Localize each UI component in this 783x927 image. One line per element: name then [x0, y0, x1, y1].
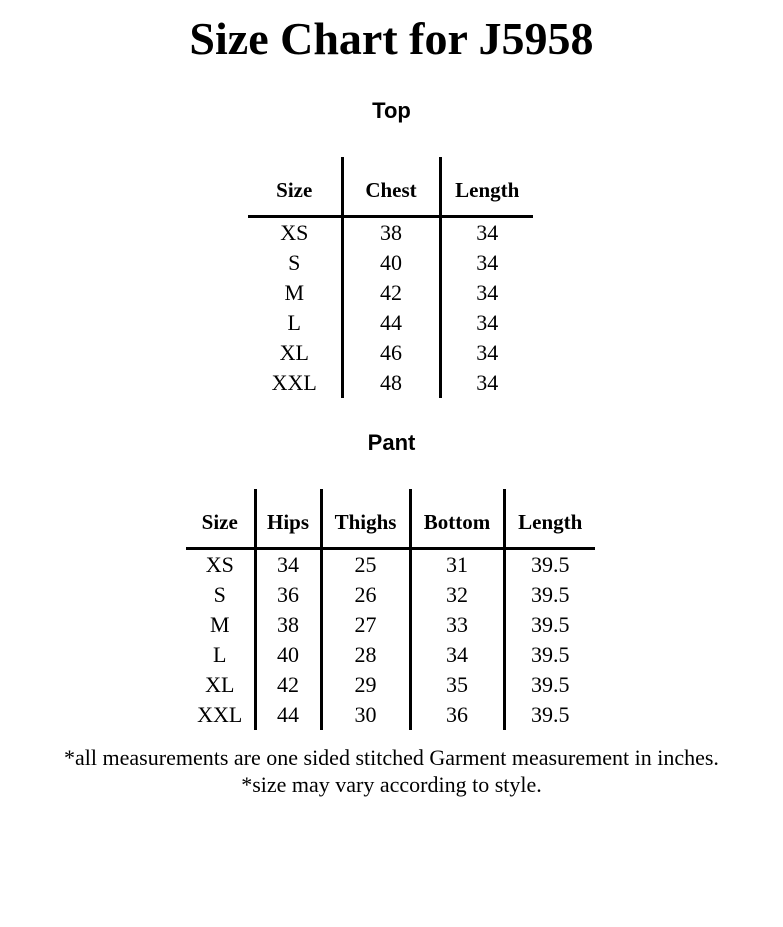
table-cell: 34 — [440, 216, 533, 248]
table-cell: 38 — [255, 610, 321, 640]
table-cell: 38 — [342, 216, 440, 248]
table-row — [248, 368, 533, 398]
table-cell: 25 — [321, 548, 410, 580]
table-cell: 44 — [255, 700, 321, 730]
table-cell: XL — [205, 671, 235, 697]
table-cell: 39.5 — [504, 700, 595, 730]
top-size-table — [248, 157, 533, 398]
table-cell: 39.5 — [504, 580, 595, 610]
table-cell: S — [288, 249, 301, 275]
table-cell: 48 — [342, 368, 440, 398]
column-header-hips: Hips — [255, 489, 321, 548]
table-cell: XL — [279, 339, 309, 365]
pant-size-table — [186, 489, 595, 730]
table-cell: XXL — [197, 701, 243, 727]
table-cell: 30 — [321, 700, 410, 730]
pant-section-title: Pant — [367, 430, 416, 455]
table-cell: 39.5 — [504, 640, 595, 670]
table-cell: 40 — [255, 640, 321, 670]
column-header-chest: Chest — [342, 157, 440, 216]
table-cell: 27 — [321, 610, 410, 640]
table-cell: 39.5 — [504, 610, 595, 640]
table-cell: L — [213, 641, 227, 667]
table-row — [186, 640, 595, 670]
table-cell: L — [287, 309, 301, 335]
table-cell: 26 — [321, 580, 410, 610]
measurement-note: *all measurements are one sided stitched Garment measurement in inches. — [64, 745, 719, 770]
table-row — [248, 248, 533, 278]
table-header-row — [186, 489, 595, 548]
table-row — [186, 580, 595, 610]
table-row — [186, 548, 595, 580]
column-header-length: Length — [440, 157, 533, 216]
table-row — [186, 670, 595, 700]
table-cell: M — [209, 611, 230, 637]
table-cell: M — [284, 279, 305, 305]
column-header-length: Length — [504, 489, 595, 548]
table-row — [248, 216, 533, 248]
table-row — [248, 338, 533, 368]
table-cell: 35 — [410, 670, 504, 700]
table-cell: 34 — [440, 368, 533, 398]
table-header-row — [248, 157, 533, 216]
table-cell: 34 — [255, 548, 321, 580]
table-row — [186, 700, 595, 730]
table-cell: 31 — [410, 548, 504, 580]
column-header-size: Size — [248, 157, 342, 216]
table-cell: XS — [205, 551, 234, 577]
table-cell: 34 — [440, 278, 533, 308]
table-cell: XS — [280, 219, 309, 245]
table-cell: 46 — [342, 338, 440, 368]
table-cell: 42 — [342, 278, 440, 308]
table-cell: XXL — [271, 369, 317, 395]
column-header-size: Size — [186, 489, 255, 548]
table-cell: 34 — [440, 308, 533, 338]
table-cell: 34 — [440, 248, 533, 278]
table-row — [186, 610, 595, 640]
table-cell: 32 — [410, 580, 504, 610]
page-title: Size Chart for J5958 — [189, 13, 594, 64]
table-row — [248, 308, 533, 338]
table-cell: 36 — [410, 700, 504, 730]
style-variation-note: *size may vary according to style. — [241, 772, 542, 797]
table-cell: 34 — [410, 640, 504, 670]
table-cell: 39.5 — [504, 548, 595, 580]
table-cell: 39.5 — [504, 670, 595, 700]
table-cell: 34 — [440, 338, 533, 368]
table-cell: S — [213, 581, 226, 607]
table-cell: 42 — [255, 670, 321, 700]
table-cell: 29 — [321, 670, 410, 700]
table-cell: 33 — [410, 610, 504, 640]
table-cell: 40 — [342, 248, 440, 278]
table-row — [248, 278, 533, 308]
column-header-bottom: Bottom — [410, 489, 504, 548]
table-cell: 28 — [321, 640, 410, 670]
table-cell: 36 — [255, 580, 321, 610]
column-header-thighs: Thighs — [321, 489, 410, 548]
table-cell: 44 — [342, 308, 440, 338]
top-section-title: Top — [372, 98, 411, 123]
